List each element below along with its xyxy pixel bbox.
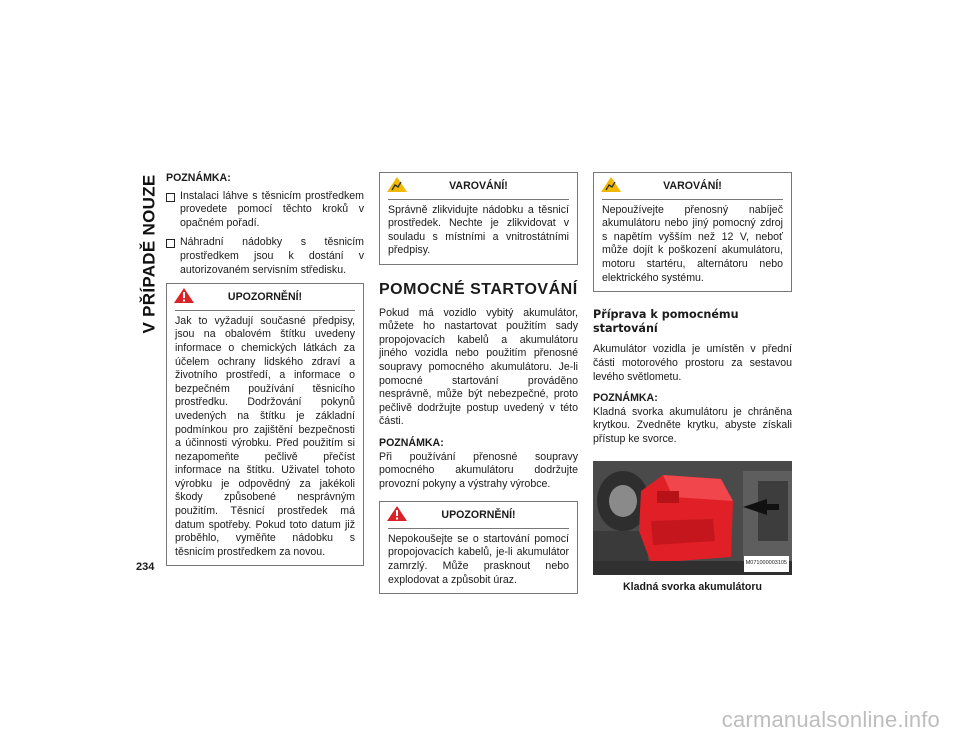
warning-box (379, 172, 578, 265)
column-2 (379, 172, 578, 594)
hazard-icon (386, 176, 408, 193)
checkbox-bullet-icon (166, 193, 175, 202)
note-title: POZNÁMKA: (379, 436, 444, 449)
caution-title: UPOZORNĚNÍ! (227, 291, 303, 304)
image-reference-code: M071000003105 (744, 556, 789, 572)
note-paragraph: Kladná svorka akumulátoru je chráněna krytkou. Zvedněte krytku, abyste získali přístup ke svorce. (593, 405, 792, 445)
warning-title: VAROVÁNÍ! (449, 180, 508, 192)
battery-terminal-photo (593, 461, 792, 575)
hazard-icon (600, 176, 622, 193)
chapter-title: V PŘÍPADĚ NOUZE (140, 174, 159, 334)
bullet-item: Náhradní nádobky s těsnicím prostředkem jsou k dostání v autorizovaném servisním středisku. (166, 236, 364, 277)
watermark: carmanualsonline.info (721, 707, 940, 732)
subsection-paragraph: Akumulátor vozidla je umístěn v přední části motorového prostoru za sestavou levého světlometu. (593, 343, 792, 383)
note-paragraph: Při používání přenosné soupravy pomocného akumulátoru dodržujte provozní pokyny a výstrahy výrobce. (379, 450, 578, 490)
warning-box (593, 172, 792, 292)
checkbox-bullet-icon (166, 239, 175, 248)
column-1 (166, 172, 364, 566)
warning-title: VAROVÁNÍ! (663, 180, 722, 192)
note-title: POZNÁMKA: (166, 172, 231, 184)
caution-box (166, 283, 364, 566)
column-3 (593, 172, 792, 594)
page-number: 234 (136, 561, 155, 573)
caution-box (379, 501, 578, 594)
caution-body: Nepokoušejte se o startování pomocí propojovacích kabelů, je-li akumulátor zamrzlý. Může prasknout nebo explodovat a způsobit úraz. (388, 532, 569, 586)
section-title: POMOCNÉ STARTOVÁNÍ (379, 280, 578, 298)
intro-paragraph: Pokud má vozidlo vybitý akumulátor, můžete ho nastartovat použitím sady propojovacích kabelů a akumulátoru jiného vozidla nebo použitím přenosné soupravy pomocného akumulátoru. Je-li pomocné startování prováděno nesprávně, může být nebezpečné, proto pečlivě dodržujte postup uvedený v této části. (379, 306, 578, 428)
note-title: POZNÁMKA: (593, 392, 658, 405)
warning-triangle-icon (386, 505, 408, 522)
image-caption: Kladná svorka akumulátoru (623, 580, 762, 593)
warning-triangle-icon (173, 287, 195, 304)
caution-body: Jak to vyžadují současné předpisy, jsou na obalovém štítku uvedeny informace o chemických látkách za účelem ochrany lidského zdraví a životního prostředí, a informace o bezpečném používání těsnicího prostředku. Dodržování pokynů uvedených na štítku je základní podmínkou pro zajištění bezpečnosti a účinnosti výrobku. Před použitím si nezapomeňte pečlivě přečíst informace na štítku. Uživatel tohoto výrobku je odpovědný za jakékoli škody způsobené nesprávným použitím. Těsnicí prostředek má datum spotřeby. Pokud toto datum již proběhlo, vyměňte nádobku s těsnicím prostředkem za novou. (175, 314, 355, 558)
bullet-item: Instalaci láhve s těsnicím prostředkem provedete pomocí těchto kroků v opačném pořadí. (166, 190, 364, 231)
warning-body: Nepoužívejte přenosný nabíječ akumulátoru nebo jiný pomocný zdroj s napětím vyšším než 12 V, neboť může dojít k poškození akumulátoru, motoru startéru, alternátoru nebo elektrického systému. (602, 203, 783, 284)
chapter-side-tab (136, 168, 164, 340)
warning-body: Správně zlikvidujte nádobku a těsnicí prostředek. Nechte je zlikvidovat v souladu s místními a vnitrostátními předpisy. (388, 203, 569, 257)
caution-title: UPOZORNĚNÍ! (441, 509, 516, 522)
note-bullet-list (166, 190, 364, 278)
subsection-title: Příprava k pomocnému startování (593, 308, 739, 335)
